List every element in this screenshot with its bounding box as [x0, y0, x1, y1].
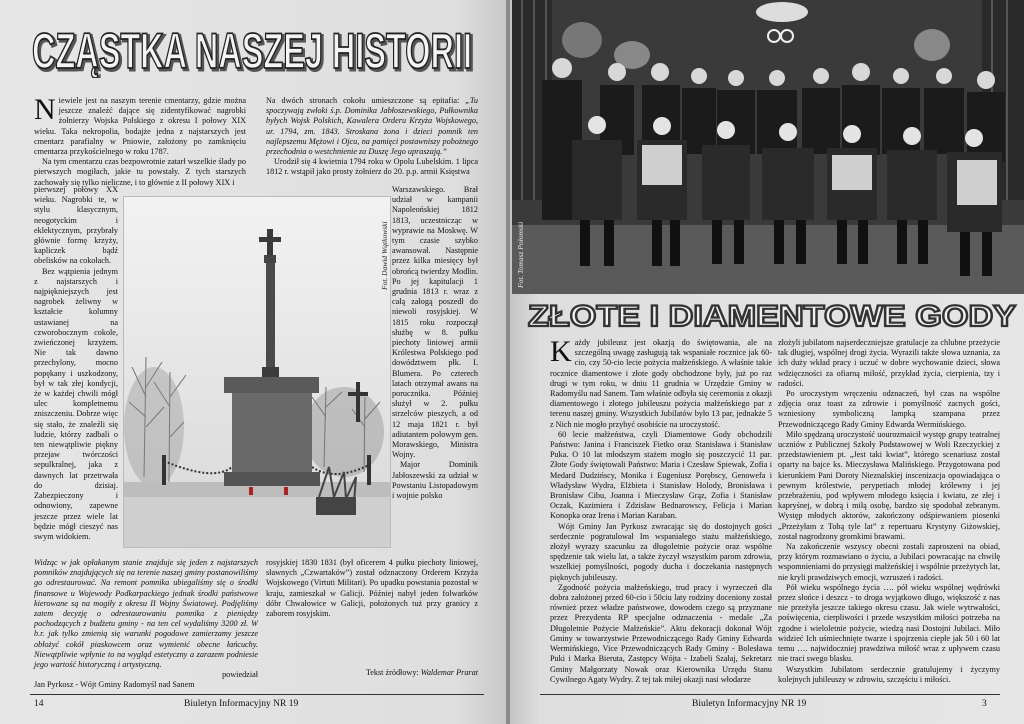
epitaph-intro: Na dwóch stronach cokołu umieszczone są epitafia: — [266, 96, 460, 105]
paragraph: Bez wątpienia jednym z najstarszych i najpiękniejszych jest nagrobek żeliwny w kształcie kolumny ustawianej na czworobocznym cokole, zwieńczonej krzyżem. Nie tak dawno przechylony, mocno popękany i uszkodzony, był w tak złej kondycji, że w każdej chwili mógł ulec kompletnemu zniszczeniu. Dobrze więc się stało, że znaleźli się ludzie, którzy zadbali o ten niewątpliwie piękny przejaw twórczości sepulkralnej, jaka z dawnych lat przetrwała do dzisiaj. Zabezpieczony i odnowiony, zapewne jeszcze przez wiele lat będzie mógł cieszyć nas swym widokiem. — [34, 266, 118, 541]
paragraph: Urodził się 4 kwietnia 1794 roku w Opolu Lubelskim. 1 lipca 1812 r. wstąpił jako prosty żołnierz do 20. p.p. armii Księstwa — [266, 157, 478, 177]
dropcap-k: K — [550, 335, 572, 368]
left-col1-top — [34, 93, 246, 188]
monument-photo — [123, 196, 391, 548]
footer-title-right: Biuletyn Informacyjny NR 19 — [692, 699, 807, 709]
paragraph: ażdy jubileusz jest okazją do świętowania, ale na szczególną uwagę zasługują tak wspaniałe rocznice jak 60-cio, czy 50-cio lecie pożycia małżeńskiego. A właśnie takie rocznice diamentowe i złote gody obchodzone były, już po raz drugi w tym roku, w dniu 11 grudnia w Urzędzie Gminy w Radomyślu nad Sanem. Tam właśnie odbyła się ceremonia z okazji diamentowego i złotego jubileuszu pożycia małżeńskiego par z terenu naszej gminy. Wszystkich Jubilatów było 13 par, jednakże 5 z Nich nie mogło przybyć osobiście na uroczystość. — [550, 338, 772, 429]
paragraph: Po uroczystym wręczeniu odznaczeń, był czas na wspólne zdjęcia oraz toast za zdrowie i pomyślność zacnych gości, wzniesiony symboliczną lampką szampana przez Przewodniczącego Rady Gminy Edwarda Wermińskiego. — [778, 389, 1000, 429]
paragraph: Wójt Gminy Jan Pyrkosz zwracając się do dostojnych gości serdecznie pogratulował Im wspaniałego stażu małżeńskiego, złożył wyrazy szacunku za długoletnie pożycie oraz wspólne spędzenie tak wielu lat, a także życzył wszystkim parom zdrowia, wszelkiej pomyślności, pogody ducha i doczekania następnych pięknych jubileuszy. — [550, 521, 772, 582]
title-gody-text: ZŁOTE I DIAMENTOWE GODY — [528, 300, 1016, 333]
title-graphic — [30, 22, 480, 78]
right-col2 — [778, 338, 1000, 685]
right-page — [510, 0, 1024, 724]
paragraph — [266, 96, 478, 157]
right-col1 — [550, 335, 772, 685]
footer-title-left: Biuletyn Informacyjny NR 19 — [184, 699, 299, 709]
left-col1-bottom — [34, 558, 258, 691]
left-page — [0, 0, 506, 724]
paragraph: Major Dominik Jabłoszewski za udział w Powstaniu Listopadowym i wojnie polsko — [392, 460, 478, 501]
dropcap-n: N — [34, 93, 56, 126]
page-number-left: 14 — [34, 699, 44, 709]
left-col2-bottom — [266, 558, 478, 619]
paragraph-italic: Widząc w jak opłakanym stanie znajduje się jeden z najstarszych pomników znajdujących się na terenie naszej gminy postanowiliśmy go odrestaurować. Na remont pomnika ubiegaliśmy się o środki finansowe u Wojewody Podkarpackiego jednak środki państwowe kierowane są na mogiły z okresu II Wojny Światowej. Podjęliśmy zatem decyzję o odrestaurowaniu pomnika z pieniędzy pochodzących z budżetu gminy - na ten cel wydaliśmy 3200 zł. W b.r. jak tylko zmienią się warunki pogodowe zamierzamy jeszcze obłożyć cokół piaskowcem oraz wymienić obecne łańcuchy. Niewątpliwie wpłynie to na wygląd estetyczny a zarazem podniesie jego wartość historyczną i artystyczną. — [34, 558, 258, 670]
paragraph: Na zakończenie wszyscy obecni zostali zaproszeni na obiad, przy którym rozmawiano o życiu, a Jubilaci powracając na chwilę wspomnieniami do przysięgi małżeńskiej i wspólnie przeżytych lat, nie kryli prawdziwych emocji, wzruszeń i radości. — [778, 542, 1000, 582]
paragraph: pierwszej połowy XX wieku. Nagrobki te, w stylu klasycznym, neogotyckim i eklektycznym, przybrały głównie formę krzyży, kapliczek bądź obelisków na cokołach. — [34, 185, 118, 266]
paragraph: złożyli jubilatom najserdeczniejsze gratulacje za chlubne przeżycie tak długiej, wspólnej drogi życia. Wyrazili także słowa uznania, za ich duży wkład pracy i uczuć w dobre wychowanie dzieci, słowa wdzięczności za ofiarną miłość, przykład życia, cierpienia, tzy i radości. — [778, 338, 1000, 388]
paragraph: 60 lecie małżeństwa, czyli Diamentowe Gody obchodzili Państwo: Janina i Franciszek Fietko oraz Stanisława i Stanisław Puka. O 10 lat młodszym stażem mogło się poszczycić 11 par. Złote Gody świętowali Państwo: Maria i Czesław Spiewak, Zofia i Medard Dudzińscy, Monika i Eugeniusz Porębscy, Genowefa i Władysław Wydra, Elżbieta i Stanisław Holody, Bronisława i Bronisław Cibu, Joanna i Mieczysław Grąz, Zofia i Stanisław Oczak, Kazimiera i Zdzisław Bednarowscy, Felicja i Marian Konopka oraz Irena i Marian Karaban. — [550, 429, 772, 521]
footer-rule-right — [540, 694, 1000, 695]
group-illustration — [512, 0, 1024, 294]
photo-credit-right: Fot. Tomasz Połomski — [516, 221, 525, 288]
paragraph: Na tym cmentarzu czas bezpowrotnie zatarł wszelkie ślady po pierwszych mogiłach, jakie tu powstały. Z tych starszych zachowały się tylko nieliczne, i to głównie z II połowy XIX i — [34, 157, 246, 187]
page-title-historii — [30, 22, 480, 78]
page-title-gody — [524, 296, 1020, 334]
paragraph: Warszawskiego. Brał udział w kampanii Napoleońskiej 1812 1813, uczestnicząc w wyprawie na Moskwę. W tym czasie szybko awansował. Następnie przez kilka miesięcy był obrońcą twierdzy Modlin. Po jej kapitulacji 1 grudnia 1813 r. wraz z całą załogą poszedł do niewoli rosyjskiej. W 1815 roku rozpoczął służbę w 8. pułku piechoty liniowej armii Królestwa Polskiego pod dowództwem płk. I. Blumera. Po czterech latach otrzymał awans na porucznika. Później służył w 2. pułku strzelców pieszych, a od 12 maja 1821 r. był adiutantem polowym gen. Morawskiego, Ministra Wojny. — [392, 185, 478, 460]
page-number-right: 3 — [982, 699, 987, 709]
paragraph: Miło spędzaną uroczystość uourozmaicił występ grupy teatralnej uczniów z Publicznej Szkoły Podstawowej w Woli Rzeczyckiej z przedstawieniem pt. „Jest taki kwiat”, którego scenariusz został oparty na bajce ks. Mieczysława Malińskiego. Przygotowana pod kierunkiem Pani Doroty Nieznalskiej inscenizacja opowiadająca o pewnym królestwie, perypetiach młodej królewny i jej przebraźeniu, pod wpływem młodego księcia i kwiatu, ze złej i kapryśnej, w dobrą i miłą osobę, bardzo się spodobał zebranym. Występ młodych aktorów, zakończony odśpiewaniem piosenki „Przeżyłam z Tobą tyle lat” z repertuaru Krystyny Giżowskiej, został nagrodzony gromkimi brawami. — [778, 429, 1000, 541]
sources-label: Tekst źródłowy: — [365, 668, 419, 677]
title-shadow: CZĄSTKA NASZEJ HISTORII — [34, 25, 475, 78]
paragraph: rosyjskiej 1830 1831 (był oficerem 4 pułku piechoty liniowej, sławnych „Czwartaków”) został odznaczony Orderem Krzyża Wojskowego (Virtuti Militari). Po upadku powstania pozostał w kraju, zamieszkał w Galicji. Później nabył jeden folwarków dóbr Chwałowice w Galicji, położonych tuż przy granicy z zaborem rosyjskim. — [266, 558, 478, 619]
paragraph: Zgodność pożycia małżeńskiego, trud pracy i wyrzeczeń dla dobra założonej przed 60-cio i 50ciu laty rodziny doceniony został również przez władze państwowe, dowodem czego są przyznane przez Prezydenta RP specjalne odznaczenia - medale „Za Długoletnie Pożycie Małżeńskie”. Aktu dekoracji dokonał Wójt Gminy w towarzystwie Przewodniczącego Rady Gminy Edwarda Wermińskiego, Vice Przewodniczących Rady Gminy - Bolesława Puki i Marka Bieruta, Zastępcy Wójta - Izabeli Szałaj, Sekretarz Gminy Małgorzaty Nowak oraz Kierownika Urzędu Stanu Cywilnego Agaty Wydry. Z tej tak miłej okazji nasi włodarze — [550, 582, 772, 684]
signature: Jan Pyrkosz - Wójt Gminy Radomyśl nad Sanem — [34, 680, 195, 690]
photo-credit-left: Fot. Dawid Wątkowski — [380, 221, 389, 290]
epitaph-quote: „Tu spoczywają zwłoki ś.p. Dominika Jabłoszewskiego, Pułkownika byłych Wojsk Polskich, Kawalera Orderu Krzyża Wojskowego, ur. 1794, zm. 1843. Stroskana żona i dzieci pomnik ten najlepszemu Mężowi i Ojcu, na pamięci postawniszy pobożnego przechodnia o westchnienie za Duszę Jego upraszają.” — [266, 96, 479, 157]
monument-illustration — [124, 197, 390, 547]
left-col2-top — [266, 96, 478, 178]
sources-line — [336, 668, 478, 678]
title-gody-graphic — [524, 296, 1020, 334]
signature-lead: powiedział — [222, 670, 258, 680]
group-photo — [512, 0, 1024, 294]
sources-name: Waldemar Prarat — [420, 668, 478, 677]
left-col1-narrow — [34, 185, 118, 542]
title-text: CZĄSTKA NASZEJ HISTORII — [32, 23, 473, 78]
footer-rule-left — [30, 694, 484, 695]
left-col2-narrow — [392, 185, 478, 501]
paragraph: Pół wieku wspólnego życia …. pół wieku wspólnej wędrówki przez słońce i deszcz - to droga wyjątkowo długo, większość z nas nie przeżyła jeszcze takiego okresu czasu. Jak wiele wytrwałości, poświęcenia, cierpliwości i przede wszystkim miłości potrzeba na zgodne i wieloletnie pożycie, wiedzą nasi Dostojni Jubilaci. Miło widzieć Ich uśmiechnięte twarze i spojrzenia ciepłe jak 50 i 60 lat temu …. najwidoczniej prawdziwa miłość wraz z upływem czasu nie traci swego blasku. — [778, 582, 1000, 664]
paragraph: iewiele jest na naszym terenie cmentarzy, gdzie można jeszcze znaleźć dające się zidentyfikować nagrobki żołnierzy Wojska Polskiego z okresu I połowy XIX wieku. Taka nekropolia, bodajże jedna z najstarszych jest cmentarz parafialny w Pniowie, założony po zamknięciu cmentarza przykościelnego w roku 1787. — [34, 96, 246, 157]
paragraph: Wszystkim Jubilatom serdecznie gratulujemy i życzymy kolejnych jubileuszy w zdrowiu, szczęściu i miłości. — [778, 664, 1000, 684]
